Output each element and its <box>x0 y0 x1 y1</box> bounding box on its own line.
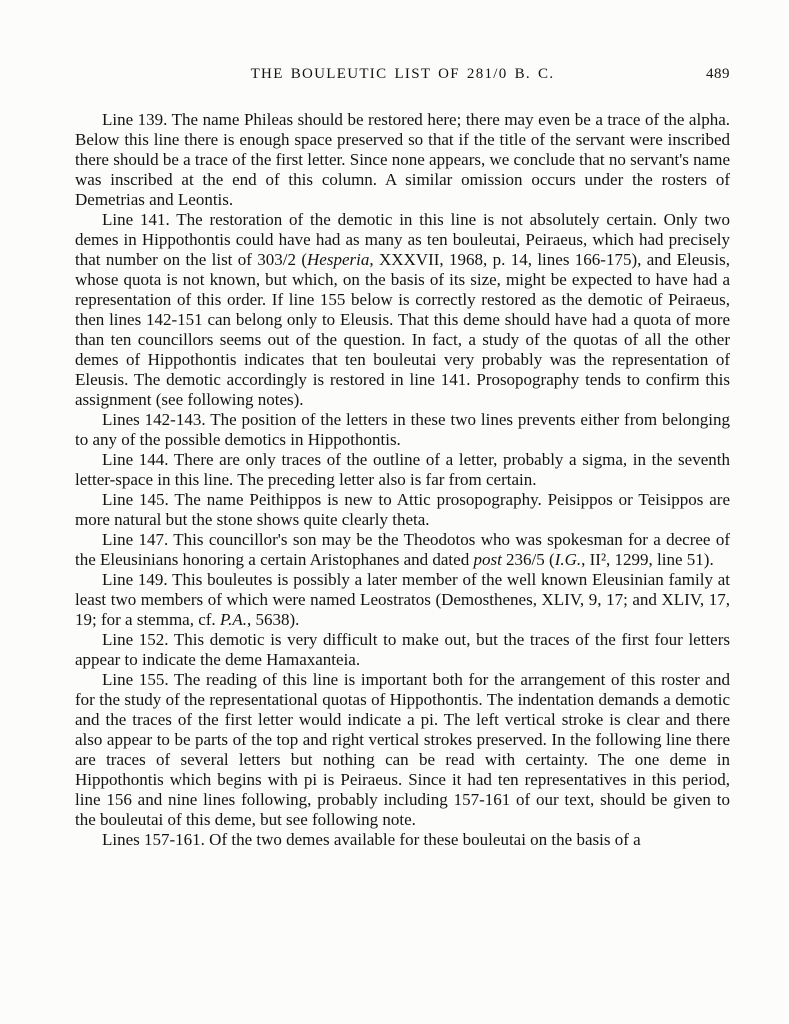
text-run: Line 152. This demotic is very difficult to make out, but the traces of the first four letters appear to indicate the deme Hamaxanteia. <box>75 630 730 669</box>
paragraph <box>75 530 730 570</box>
paragraph <box>75 410 730 450</box>
paragraph <box>75 490 730 530</box>
text-run: , XXXVII, 1968, p. 14, lines 166-175), and Eleusis, whose quota is not known, but which, on the basis of its size, might be expected to have had a representation of this order. If line 155 below is correctly restored as the demotic of Peiraeus, then lines 142-151 can belong only to Eleusis. That this deme should have had a quota of more than ten councillors seems out of the question. In fact, a study of the quotas of all the other demes of Hippothontis indicates that ten bouleutai very probably was the representation of Eleusis. The demotic accordingly is restored in line 141. Prosopography tends to confirm this assignment (see following notes). <box>75 250 730 409</box>
text-run: Lines 157-161. Of the two demes available for these bouleutai on the basis of a <box>102 830 641 849</box>
text-run: Line 149. This bouleutes is possibly a later member of the well known Eleusinian family at least two members of which were named Leostratos (Demosthenes, XLIV, 9, 17; and XLIV, 17, 19; for a stemma, cf. <box>75 570 730 629</box>
page-content <box>75 64 730 850</box>
document-body <box>75 110 730 850</box>
italic-text-run: post <box>473 550 502 569</box>
paragraph <box>75 670 730 830</box>
text-run: , 5638). <box>247 610 300 629</box>
paragraph <box>75 830 730 850</box>
italic-text-run: I.G. <box>554 550 582 569</box>
text-run: Line 144. There are only traces of the outline of a letter, probably a sigma, in the seventh letter-space in this line. The preceding letter also is far from certain. <box>75 450 730 489</box>
italic-text-run: P.A. <box>219 610 248 629</box>
page-number: 489 <box>706 66 730 82</box>
paragraph <box>75 570 730 630</box>
italic-text-run: Hesperia <box>307 250 370 269</box>
paragraph <box>75 450 730 490</box>
text-run: Line 141. The restoration of the demotic in this line is not absolutely certain. Only two demes in Hippothontis could have had as many as ten bouleutai, Peiraeus, which had precisely that number on the list of 303/2 ( <box>75 210 730 269</box>
text-run: , II², 1299, line 51). <box>581 550 714 569</box>
text-run: Line 155. The reading of this line is important both for the arrangement of this roster and for the study of the representational quotas of Hippothontis. The indentation demands a demotic and the traces of the first letter would indicate a pi. The left vertical stroke is clear and there also appear to be parts of the top and right vertical strokes preserved. In the following line there are traces of several letters but nothing can be read with certainty. The one deme in Hippothontis which begins with pi is Peiraeus. Since it had ten representatives in this period, line 156 and nine lines following, probably including 157-161 of our text, should be given to the bouleutai of this deme, but see following note. <box>75 670 730 829</box>
text-run: Line 139. The name Phileas should be restored here; there may even be a trace of the alpha. Below this line there is enough space preserved so that if the title of the servant were inscribed there should be a trace of the first letter. Since none appears, we conclude that no servant's name was inscribed at the end of this column. A similar omission occurs under the rosters of Demetrias and Leontis. <box>75 110 730 209</box>
paragraph <box>75 210 730 410</box>
text-run: Lines 142-143. The position of the letters in these two lines prevents either from belonging to any of the possible demotics in Hippothontis. <box>75 410 730 449</box>
running-title: THE BOULEUTIC LIST OF 281/0 B. C. <box>250 66 555 82</box>
page-header <box>75 64 730 84</box>
text-run: Line 147. This councillor's son may be the Theodotos who was spokesman for a decree of the Eleusinians honoring a certain Aristophanes and dated <box>75 530 730 569</box>
paragraph <box>75 630 730 670</box>
text-run: Line 145. The name Peithippos is new to Attic prosopography. Peisippos or Teisippos are more natural but the stone shows quite clearly theta. <box>75 490 730 529</box>
paragraph <box>75 110 730 210</box>
text-run: 236/5 ( <box>501 550 555 569</box>
